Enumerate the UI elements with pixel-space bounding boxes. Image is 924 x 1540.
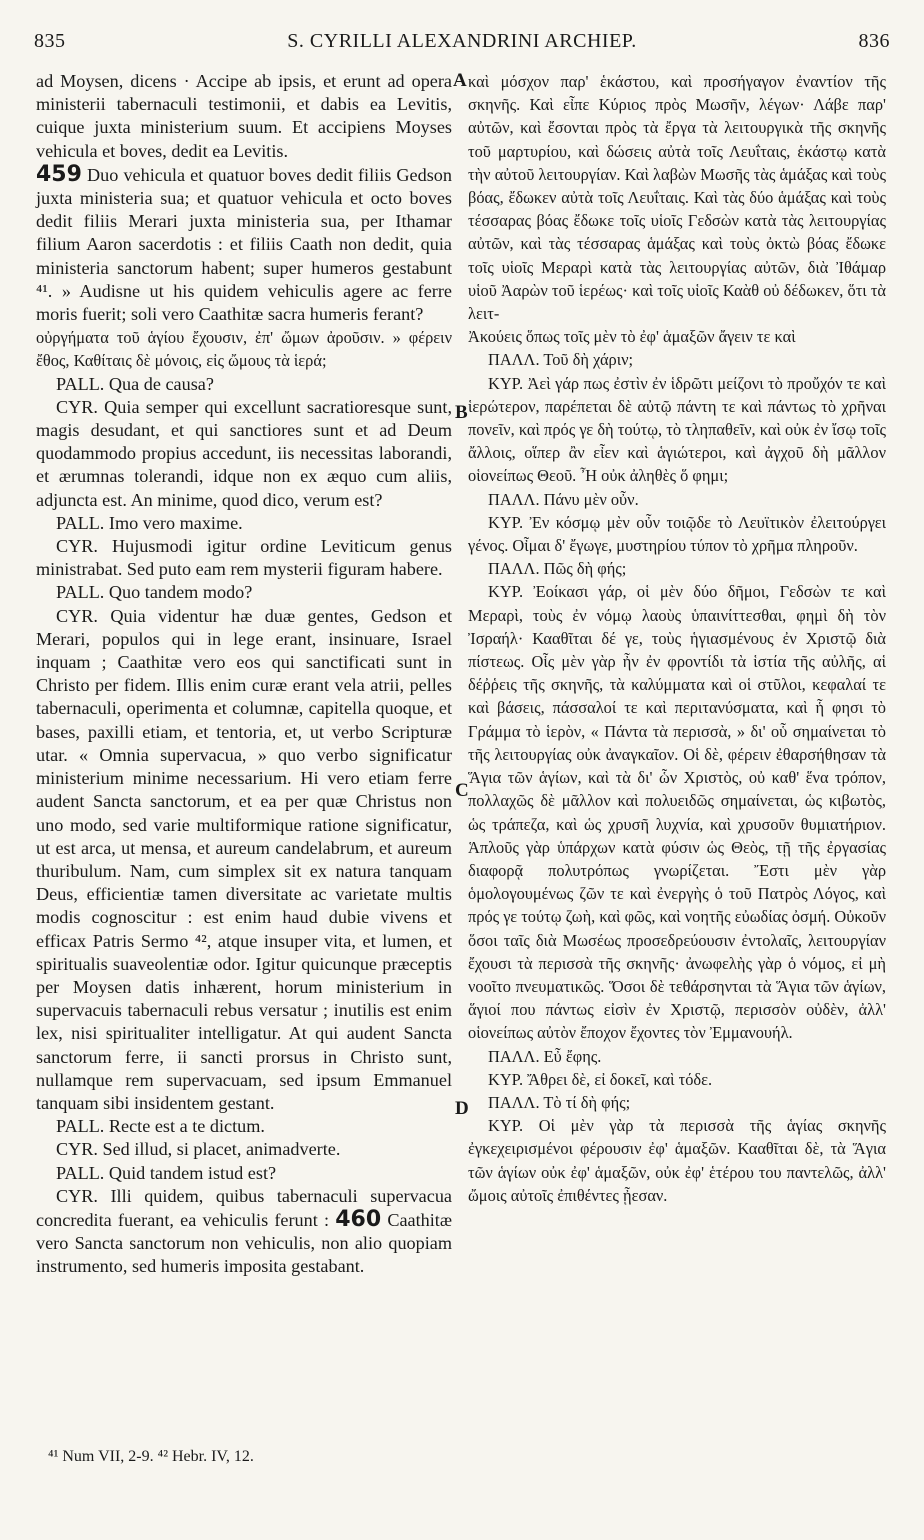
footnotes: ⁴¹ Num VII, 2-9. ⁴² Hebr. IV, 12. bbox=[48, 1448, 254, 1465]
greek-speech: ΚΥΡ. Ἐν κόσμῳ μὲν οὖν τοιῷδε τὸ Λευϊτικὸν ἐλειτούργει γένος. Οἶμαι δ' ἔγωγε, μυστηρίου τύπον τὸ χρῆμα πληροῦν. bbox=[468, 512, 886, 556]
latin-speech: PALL. Quo tandem modo? bbox=[56, 582, 253, 603]
page-number-right: 836 bbox=[858, 30, 890, 52]
greek-speech: ΠΑΛΛ. Εὖ ἔφης. bbox=[488, 1046, 602, 1066]
greek-quote: οὐργήματα τοῦ ἁγίου ἔχουσιν, ἐπ' ὤμων ἀροῦσιν. » φέρειν ἔθος, Καθίταις δὲ μόνοις, εἰς ὤμους τὰ ἱερά; bbox=[36, 328, 452, 371]
greek-speech: ΚΥΡ. Ἄθρει δὲ, εἰ δοκεῖ, καὶ τόδε. bbox=[488, 1069, 713, 1089]
greek-speech: ΚΥΡ. Ἀεὶ γάρ πως ἐστὶν ἐν ἱδρῶτι μείζονι τὸ προὔχόν τε καὶ ἱερώτερον, παρέπεται δὲ αὐτῷ πάντη τε καὶ πάντως τὸ χρῆναι πονεῖν, καὶ πρός γε δὴ τούτῳ, τὸ τληπαθεῖν, καὶ οὐκ ἐν ἴσῳ τοῖς ἄλλοις, οἵπερ ἂν εἶεν καὶ ἁγιώτεροι, καὶ ἀγχοῦ δὴ μᾶλλον οἱονείπως Θεοῦ. Ἦ οὐκ ἀληθὲς ὅ φημι; bbox=[468, 373, 886, 486]
section-mark-b: B bbox=[455, 402, 468, 423]
greek-speech: ΠΑΛΛ. Πάνυ μὲν οὖν. bbox=[488, 489, 639, 509]
latin-speech: CYR. Illi quidem, quibus tabernaculi supervacua concredita fuerant, ea vehiculis ferunt : 460 Caathitæ vero Sancta sanctorum non vehiculis, non alio quopiam instrumento, sed humeris imposita gestabant. bbox=[36, 1185, 452, 1277]
greek-speech: ΠΑΛΛ. Πῶς δὴ φής; bbox=[488, 559, 627, 579]
section-mark-a: A bbox=[453, 70, 467, 91]
latin-speech: CYR. Hujusmodi igitur ordine Leviticum genus ministrabat. Sed puto eam rem mysterii figuram habere. bbox=[36, 536, 452, 580]
greek-speech: ΚΥΡ. Ἐοίκασι γάρ, οἱ μὲν δύο δῆμοι, Γεδσὼν τε καὶ Μεραρὶ, τοὺς ἐν νόμῳ λαοὺς ὑπαινίττεσθαι, φημὶ δὴ τὸν Ἰσραήλ· Κααθῖται δέ γε, τοὺς ἡγιασμένους ἐν Χριστῷ διὰ πίστεως. Οἷς μὲν γὰρ ἦν ἐν φροντίδι τὰ ἱστία τῆς αὐλῆς, αἱ δέῤῥεις τῆς σκηνῆς, τὰ καλύμματα καὶ οἱ στῦλοι, κεφαλαί τε καὶ βάσεις, πάσσαλοί τε καὶ περιτανύσματα, καὶ ἧ φησι τὸ Γράμμα τὸ ἱερὸν, « Πάντα τὰ περισσὰ, » δι' οὗ σημαίνεται τὸ τῆς λειτουργίας οὐκ ἀναγκαῖον. Οἱ δὲ, φέρειν ἐθαρσήθησαν τὰ Ἅγια τῶν ἁγίων, καὶ τὰ δι' ὧν Χριστὸς, οὐ καθ' ἕνα τρόπον, πολλαχῶς δὲ μᾶλλον καὶ πολυειδῶς σημαίνεται, ὡς κιβωτὸς, ὡς τράπεζα, καὶ ὡς χρυσῆ λυχνία, καὶ χρυσοῦν θυμιατήριον. Ἁπλοῦς γὰρ ὑπάρχων κατὰ φύσιν ὡς Θεὸς, τῇ τῆς ἐργασίας διαφορᾷ πολυτρόπως γνωρίζεται. Ἔστι μὲν γὰρ ὁμολογουμένως ζῶν τε καὶ ἐνεργὴς ὁ τοῦ Πατρὸς Λόγος, καὶ πρός γε τούτῳ ζωὴ, καὶ φῶς, καὶ νοητῆς εὐωδίας ὀσμή. Οὐκοῦν ὅσοι ταῖς διὰ Μωσέως προσεδρεύουσιν ἐντολαῖς, λειτουργίαν ἔχουσι τὰ περισσὰ τῆς σκηνῆς· ἀνωφελὴς γὰρ ὁ νόμος, εἰ μὴ νοοῖτο πνευματικῶς. Ὅσοι δὲ τεθάρσηνται τὰ Ἅγια τῶν ἁγίων, ἅγιοί που πάντως εἰσὶν ἐν Χριστῷ, περισσὸν οὐδὲν, ἀλλ' οἱονείπως αὐτὸν ἔποχον ἔχοντες τὸν Ἐμμανουήλ. bbox=[468, 582, 886, 1043]
greek-speech: ΚΥΡ. Οἱ μὲν γὰρ τὰ περισσὰ τῆς ἁγίας σκηνῆς ἐγκεχειρισμένοι φέρουσιν ἐφ' ἁμαξῶν. Κααθῖται δὲ, τὰ Ἅγια τῶν ἁγίων οὐκ ἐφ' ἁμαξῶν, οὐκ ἐφ' ἑτέρου του παντελῶς, ἀλλ' ὤμοις αὐτοῖς ἐπιθέντες ᾖεσαν. bbox=[468, 1116, 886, 1205]
latin-speech: CYR. Quia semper qui excellunt sacratioresque sunt, magis desudant, et qui sanctiores sunt et ad Deum quodammodo propius accedunt, iis necessitas laborandi, et ærumnas tolerandi, idque non ex æquo cum aliis, adjuncta est. An minime, quod dico, verum est? bbox=[36, 396, 452, 510]
greek-speech: ΠΑΛΛ. Τὸ τί δὴ φής; bbox=[488, 1092, 631, 1112]
greek-paragraph: καὶ μόσχον παρ' ἑκάστου, καὶ προσήγαγον ἐναντίον τῆς σκηνῆς. Καὶ εἶπε Κύριος πρὸς Μωσῆν, λέγων· Λάβε παρ' αὐτῶν, καὶ ἔσονται πρὸς τὰ ἔργα τὰ λειτουργικὰ τῆς σκηνῆς τοῦ μαρτυρίου, καὶ δώσεις αὐτὰ τοῖς Λευΐταις, ἑκάστῳ κατὰ τὴν αὐτοῦ λειτουργίαν. Καὶ λαβὼν Μωσῆς τὰς ἁμάξας καὶ τοὺς βόας, ἔδωκεν αὐτὰ τοῖς Λευΐταις. Καὶ τὰς δύο ἁμάξας καὶ τοὺς τέσσαρας βόας ἔδωκε τοῖς υἱοῖς Γεδσὼν κατὰ τὰς λειτουργίας αὐτῶν, καὶ τὰς τέσσαρας ἁμάξας καὶ τοὺς ὀκτὼ βόας ἔδωκε τοῖς υἱοῖς Μεραρὶ κατὰ τὰς λειτουργίας αὐτῶν, διὰ Ἰθάμαρ υἱοῦ Ἀαρὼν τοῦ ἱερέως· καὶ τοῖς υἱοῖς Καὰθ οὐ δέδωκεν, ὅτι τὰ λειτ- bbox=[468, 72, 886, 324]
section-mark-c: C bbox=[455, 780, 469, 801]
column-number-459: 459 bbox=[36, 161, 82, 187]
latin-speech: PALL. Imo vero maxime. bbox=[56, 512, 243, 533]
greek-speech: ΠΑΛΛ. Τοῦ δὴ χάριν; bbox=[488, 350, 634, 370]
page-number-left: 835 bbox=[34, 30, 66, 52]
page-header bbox=[34, 30, 890, 60]
latin-speech: PALL. Qua de causa? bbox=[56, 373, 214, 394]
column-number-460: 460 bbox=[335, 1206, 382, 1232]
section-mark-d: D bbox=[455, 1098, 469, 1119]
latin-speech: CYR. Quia videntur hæ duæ gentes, Gedson et Merari, populos qui in lege erant, insinuare, Israel inquam ; Caathitæ vero eos qui sanctificati sunt in Christo per fidem. Illis enim curæ erant vela atrii, pelles tabernaculi, operimenta et columnæ, capitella quoque, et bases, paxilli etiam, et tentoria, et, ut verbo Scripturæ utar. « Omnia supervacua, » quo verbo significatur ministerium minime necessarium. Hi vero etiam ferre audent Sancta sanctorum, et ea per quæ Christus non uno modo, sed varie multiformique ratione significatur, ut est arca, ut mensa, et aureum candelabrum, et aureum thuribulum. Nam, cum simplex sit ex natura tanquam Deus, efficientiæ tamen diversitate ac varietate multis modis cognoscitur : est enim haud dubie vivens et efficax Patris Sermo ⁴², atque insuper vita, et lumen, et spiritualis suaveolentiæ odor. Igitur quicunque præceptis per Moysen datis inhærent, horum ministerium in supervacuis tabernaculi rebus versatur ; inutilis est enim lex, nisi spiritualiter intelligatur. At qui audent Sancta sanctorum ferre, ii sancti prorsus in Christo sunt, nullamque rem supervacuam, sed ipsum Emmanuel tanquam sibi insidentem gestant. bbox=[36, 605, 452, 1113]
greek-paragraph: Ἀκούεις ὅπως τοῖς μὲν τὸ ἐφ' ἁμαξῶν ἄγειν τε καὶ bbox=[468, 327, 796, 347]
running-head: S. CYRILLI ALEXANDRINI ARCHIEP. bbox=[287, 30, 637, 52]
latin-speech: CYR. Sed illud, si placet, animadverte. bbox=[56, 1139, 341, 1160]
greek-column bbox=[468, 70, 886, 1207]
latin-paragraph: 459 Duo vehicula et quatuor boves dedit filiis Gedson juxta ministeria sua; et quatuor vehicula et octo boves dedit filiis Merari juxta ministeria sua, per Ithamar filium Aaron sacerdotis : et filiis Caath non dedit, quia ministeria sanctorum habent; super humeros gestabunt ⁴¹. » Audisne ut his quidem vehiculis agere ac ferre moris fuerit; soli vero Caathitæ sacra humeris ferant? bbox=[36, 161, 452, 325]
latin-paragraph: ad Moysen, dicens · Accipe ab ipsis, et erunt ad opera ministerii tabernaculi testimonii, et dabis ea Levitis, cuique juxta ministerium suum. Et accipiens Moyses vehicula et boves, dedit ea Levitis. bbox=[36, 71, 452, 161]
latin-speech: PALL. Quid tandem istud est? bbox=[56, 1162, 277, 1183]
latin-speech: PALL. Recte est a te dictum. bbox=[56, 1116, 265, 1137]
latin-column bbox=[36, 70, 452, 1279]
